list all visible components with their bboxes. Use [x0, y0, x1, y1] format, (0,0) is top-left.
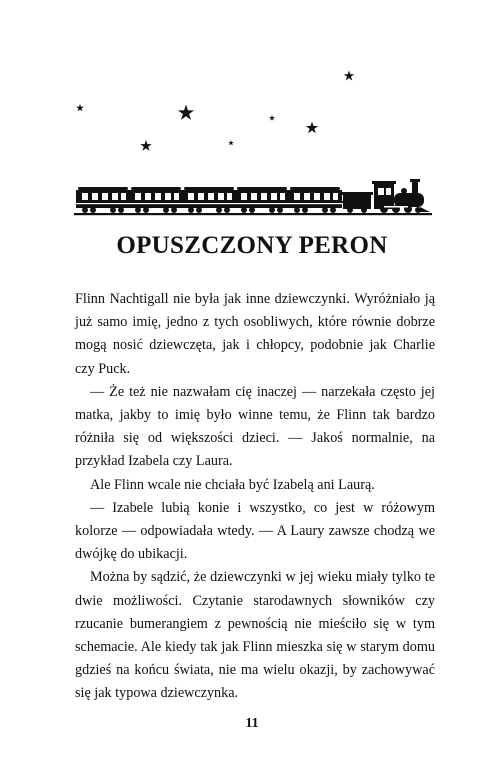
paragraph: Ale Flinn wcale nie chciała być Izabelą ani Laurą.	[90, 476, 375, 493]
star-icon	[140, 140, 151, 151]
star-icon	[269, 115, 275, 121]
paragraph: Można by sądzić, że dziewczynki w jej wieku miały tylko te dwie możliwości. Czytanie starodawnych słowników czy rzucanie bumerangiem z pewnością nie mieściło się w tym schemacie. Ale kiedy tak jak Flinn mieszka się w starym domu gdzieś na końcu świata, nie ma wielu okazji, by zachowywać się jak typowa dziewczynka.	[75, 569, 435, 702]
star-icon	[344, 71, 354, 81]
chapter-ornament	[0, 0, 504, 225]
star-icon	[228, 140, 234, 145]
chapter-title: OPUSZCZONY PERON	[116, 232, 388, 259]
chapter-body	[75, 288, 435, 706]
train-icon	[74, 179, 432, 215]
star-icon	[178, 105, 194, 120]
page-number: 11	[245, 716, 259, 731]
paragraph: Flinn Nachtigall nie była jak inne dziewczynki. Wyróżniało ją już samo imię, jedno z tych osobliwych, które równie dobrze mogą nosić dziewczęta, jak i chłopcy, podobnie jak Charlie czy Puck.	[75, 291, 435, 377]
paragraph: — Że też nie nazwałam cię inaczej — narzekała często jej matka, jakby to imię było winne temu, że Flinn tak bardzo różniła się od większości dzieci. — Jakoś normalnie, na przykład Izabela czy Laura.	[75, 383, 435, 470]
star-icon	[76, 104, 84, 112]
star-icon	[306, 122, 318, 134]
paragraph: — Izabele lubią konie i wszystko, co jest w różowym kolorze — odpowiadała wtedy. — A Laury zawsze chodzą we dwójkę do ubikacji.	[75, 499, 435, 563]
